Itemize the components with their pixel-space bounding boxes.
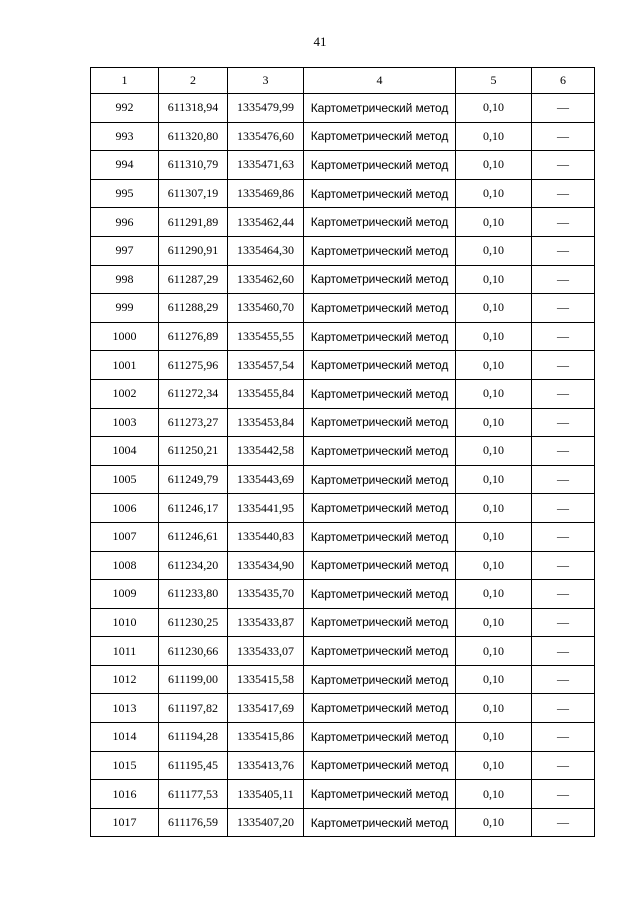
- y-coordinate-cell: 1335476,60: [228, 122, 304, 151]
- note-cell: —: [532, 608, 595, 637]
- method-cell: Картометрический метод: [304, 637, 456, 666]
- table-row: [91, 665, 595, 694]
- table-row: [91, 465, 595, 494]
- column-header: 3: [228, 68, 304, 94]
- accuracy-cell: 0,10: [456, 208, 532, 237]
- accuracy-cell: 0,10: [456, 808, 532, 837]
- method-cell: Картометрический метод: [304, 208, 456, 237]
- y-coordinate-cell: 1335455,55: [228, 322, 304, 351]
- y-coordinate-cell: 1335440,83: [228, 522, 304, 551]
- x-coordinate-cell: 611246,17: [159, 494, 228, 523]
- method-cell: Картометрический метод: [304, 322, 456, 351]
- accuracy-cell: 0,10: [456, 379, 532, 408]
- table-body: [91, 94, 595, 837]
- table-row: [91, 723, 595, 752]
- table-row: [91, 265, 595, 294]
- table-row: [91, 437, 595, 466]
- table-row: [91, 236, 595, 265]
- x-coordinate-cell: 611320,80: [159, 122, 228, 151]
- x-coordinate-cell: 611197,82: [159, 694, 228, 723]
- table-row: [91, 694, 595, 723]
- y-coordinate-cell: 1335455,84: [228, 379, 304, 408]
- x-coordinate-cell: 611194,28: [159, 723, 228, 752]
- accuracy-cell: 0,10: [456, 151, 532, 180]
- y-coordinate-cell: 1335433,07: [228, 637, 304, 666]
- header-row: [91, 68, 595, 94]
- table-row: [91, 179, 595, 208]
- y-coordinate-cell: 1335413,76: [228, 751, 304, 780]
- point-number-cell: 1001: [91, 351, 159, 380]
- method-cell: Картометрический метод: [304, 236, 456, 265]
- note-cell: —: [532, 723, 595, 752]
- accuracy-cell: 0,10: [456, 494, 532, 523]
- note-cell: —: [532, 437, 595, 466]
- method-cell: Картометрический метод: [304, 751, 456, 780]
- point-number-cell: 995: [91, 179, 159, 208]
- x-coordinate-cell: 611310,79: [159, 151, 228, 180]
- table-row: [91, 208, 595, 237]
- point-number-cell: 994: [91, 151, 159, 180]
- accuracy-cell: 0,10: [456, 437, 532, 466]
- x-coordinate-cell: 611287,29: [159, 265, 228, 294]
- table-row: [91, 551, 595, 580]
- method-cell: Картометрический метод: [304, 608, 456, 637]
- y-coordinate-cell: 1335434,90: [228, 551, 304, 580]
- note-cell: —: [532, 551, 595, 580]
- x-coordinate-cell: 611195,45: [159, 751, 228, 780]
- x-coordinate-cell: 611275,96: [159, 351, 228, 380]
- x-coordinate-cell: 611246,61: [159, 522, 228, 551]
- y-coordinate-cell: 1335457,54: [228, 351, 304, 380]
- note-cell: —: [532, 265, 595, 294]
- method-cell: Картометрический метод: [304, 265, 456, 294]
- table-row: [91, 294, 595, 323]
- point-number-cell: 1016: [91, 780, 159, 809]
- point-number-cell: 1008: [91, 551, 159, 580]
- accuracy-cell: 0,10: [456, 723, 532, 752]
- accuracy-cell: 0,10: [456, 408, 532, 437]
- table-row: [91, 637, 595, 666]
- x-coordinate-cell: 611234,20: [159, 551, 228, 580]
- accuracy-cell: 0,10: [456, 265, 532, 294]
- point-number-cell: 1010: [91, 608, 159, 637]
- accuracy-cell: 0,10: [456, 580, 532, 609]
- accuracy-cell: 0,10: [456, 465, 532, 494]
- table-row: [91, 522, 595, 551]
- method-cell: Картометрический метод: [304, 808, 456, 837]
- note-cell: —: [532, 379, 595, 408]
- accuracy-cell: 0,10: [456, 637, 532, 666]
- method-cell: Картометрический метод: [304, 494, 456, 523]
- y-coordinate-cell: 1335441,95: [228, 494, 304, 523]
- point-number-cell: 1017: [91, 808, 159, 837]
- note-cell: —: [532, 94, 595, 123]
- point-number-cell: 999: [91, 294, 159, 323]
- method-cell: Картометрический метод: [304, 437, 456, 466]
- note-cell: —: [532, 294, 595, 323]
- table-row: [91, 751, 595, 780]
- column-header: 5: [456, 68, 532, 94]
- point-number-cell: 1004: [91, 437, 159, 466]
- point-number-cell: 993: [91, 122, 159, 151]
- coordinates-table: [90, 67, 595, 837]
- accuracy-cell: 0,10: [456, 122, 532, 151]
- method-cell: Картометрический метод: [304, 723, 456, 752]
- method-cell: Картометрический метод: [304, 780, 456, 809]
- note-cell: —: [532, 122, 595, 151]
- y-coordinate-cell: 1335469,86: [228, 179, 304, 208]
- point-number-cell: 1012: [91, 665, 159, 694]
- x-coordinate-cell: 611176,59: [159, 808, 228, 837]
- point-number-cell: 997: [91, 236, 159, 265]
- method-cell: Картометрический метод: [304, 465, 456, 494]
- method-cell: Картометрический метод: [304, 294, 456, 323]
- note-cell: —: [532, 665, 595, 694]
- y-coordinate-cell: 1335471,63: [228, 151, 304, 180]
- x-coordinate-cell: 611249,79: [159, 465, 228, 494]
- page-number: 41: [313, 34, 327, 49]
- accuracy-cell: 0,10: [456, 94, 532, 123]
- accuracy-cell: 0,10: [456, 751, 532, 780]
- method-cell: Картометрический метод: [304, 551, 456, 580]
- y-coordinate-cell: 1335462,44: [228, 208, 304, 237]
- note-cell: —: [532, 179, 595, 208]
- accuracy-cell: 0,10: [456, 780, 532, 809]
- table-header: [91, 68, 595, 94]
- y-coordinate-cell: 1335460,70: [228, 294, 304, 323]
- note-cell: —: [532, 694, 595, 723]
- method-cell: Картометрический метод: [304, 351, 456, 380]
- method-cell: Картометрический метод: [304, 179, 456, 208]
- accuracy-cell: 0,10: [456, 694, 532, 723]
- x-coordinate-cell: 611290,91: [159, 236, 228, 265]
- y-coordinate-cell: 1335415,58: [228, 665, 304, 694]
- x-coordinate-cell: 611233,80: [159, 580, 228, 609]
- method-cell: Картометрический метод: [304, 665, 456, 694]
- table-row: [91, 379, 595, 408]
- note-cell: —: [532, 465, 595, 494]
- x-coordinate-cell: 611318,94: [159, 94, 228, 123]
- note-cell: —: [532, 494, 595, 523]
- table-row: [91, 608, 595, 637]
- note-cell: —: [532, 751, 595, 780]
- note-cell: —: [532, 351, 595, 380]
- note-cell: —: [532, 236, 595, 265]
- column-header: 4: [304, 68, 456, 94]
- method-cell: Картометрический метод: [304, 694, 456, 723]
- note-cell: —: [532, 580, 595, 609]
- accuracy-cell: 0,10: [456, 179, 532, 208]
- note-cell: —: [532, 808, 595, 837]
- x-coordinate-cell: 611250,21: [159, 437, 228, 466]
- table-row: [91, 780, 595, 809]
- table-row: [91, 94, 595, 123]
- y-coordinate-cell: 1335462,60: [228, 265, 304, 294]
- point-number-cell: 998: [91, 265, 159, 294]
- table-row: [91, 351, 595, 380]
- table-row: [91, 580, 595, 609]
- x-coordinate-cell: 611230,25: [159, 608, 228, 637]
- y-coordinate-cell: 1335405,11: [228, 780, 304, 809]
- method-cell: Картометрический метод: [304, 580, 456, 609]
- point-number-cell: 1015: [91, 751, 159, 780]
- accuracy-cell: 0,10: [456, 608, 532, 637]
- x-coordinate-cell: 611307,19: [159, 179, 228, 208]
- point-number-cell: 1007: [91, 522, 159, 551]
- note-cell: —: [532, 408, 595, 437]
- method-cell: Картометрический метод: [304, 408, 456, 437]
- x-coordinate-cell: 611276,89: [159, 322, 228, 351]
- table-row: [91, 122, 595, 151]
- x-coordinate-cell: 611291,89: [159, 208, 228, 237]
- point-number-cell: 1005: [91, 465, 159, 494]
- y-coordinate-cell: 1335433,87: [228, 608, 304, 637]
- y-coordinate-cell: 1335417,69: [228, 694, 304, 723]
- y-coordinate-cell: 1335407,20: [228, 808, 304, 837]
- y-coordinate-cell: 1335443,69: [228, 465, 304, 494]
- table-row: [91, 408, 595, 437]
- method-cell: Картометрический метод: [304, 379, 456, 408]
- method-cell: Картометрический метод: [304, 522, 456, 551]
- accuracy-cell: 0,10: [456, 522, 532, 551]
- accuracy-cell: 0,10: [456, 665, 532, 694]
- y-coordinate-cell: 1335415,86: [228, 723, 304, 752]
- x-coordinate-cell: 611273,27: [159, 408, 228, 437]
- x-coordinate-cell: 611177,53: [159, 780, 228, 809]
- accuracy-cell: 0,10: [456, 551, 532, 580]
- method-cell: Картометрический метод: [304, 151, 456, 180]
- point-number-cell: 1006: [91, 494, 159, 523]
- y-coordinate-cell: 1335435,70: [228, 580, 304, 609]
- accuracy-cell: 0,10: [456, 294, 532, 323]
- note-cell: —: [532, 522, 595, 551]
- table-row: [91, 808, 595, 837]
- method-cell: Картометрический метод: [304, 94, 456, 123]
- column-header: 6: [532, 68, 595, 94]
- point-number-cell: 1000: [91, 322, 159, 351]
- note-cell: —: [532, 208, 595, 237]
- y-coordinate-cell: 1335479,99: [228, 94, 304, 123]
- table-row: [91, 322, 595, 351]
- method-cell: Картометрический метод: [304, 122, 456, 151]
- point-number-cell: 1013: [91, 694, 159, 723]
- point-number-cell: 1011: [91, 637, 159, 666]
- table-row: [91, 151, 595, 180]
- point-number-cell: 996: [91, 208, 159, 237]
- point-number-cell: 1009: [91, 580, 159, 609]
- y-coordinate-cell: 1335442,58: [228, 437, 304, 466]
- column-header: 2: [159, 68, 228, 94]
- note-cell: —: [532, 322, 595, 351]
- column-header: 1: [91, 68, 159, 94]
- accuracy-cell: 0,10: [456, 236, 532, 265]
- table-row: [91, 494, 595, 523]
- x-coordinate-cell: 611288,29: [159, 294, 228, 323]
- x-coordinate-cell: 611199,00: [159, 665, 228, 694]
- x-coordinate-cell: 611272,34: [159, 379, 228, 408]
- note-cell: —: [532, 151, 595, 180]
- note-cell: —: [532, 637, 595, 666]
- x-coordinate-cell: 611230,66: [159, 637, 228, 666]
- point-number-cell: 1003: [91, 408, 159, 437]
- accuracy-cell: 0,10: [456, 322, 532, 351]
- y-coordinate-cell: 1335464,30: [228, 236, 304, 265]
- point-number-cell: 992: [91, 94, 159, 123]
- note-cell: —: [532, 780, 595, 809]
- point-number-cell: 1014: [91, 723, 159, 752]
- y-coordinate-cell: 1335453,84: [228, 408, 304, 437]
- point-number-cell: 1002: [91, 379, 159, 408]
- accuracy-cell: 0,10: [456, 351, 532, 380]
